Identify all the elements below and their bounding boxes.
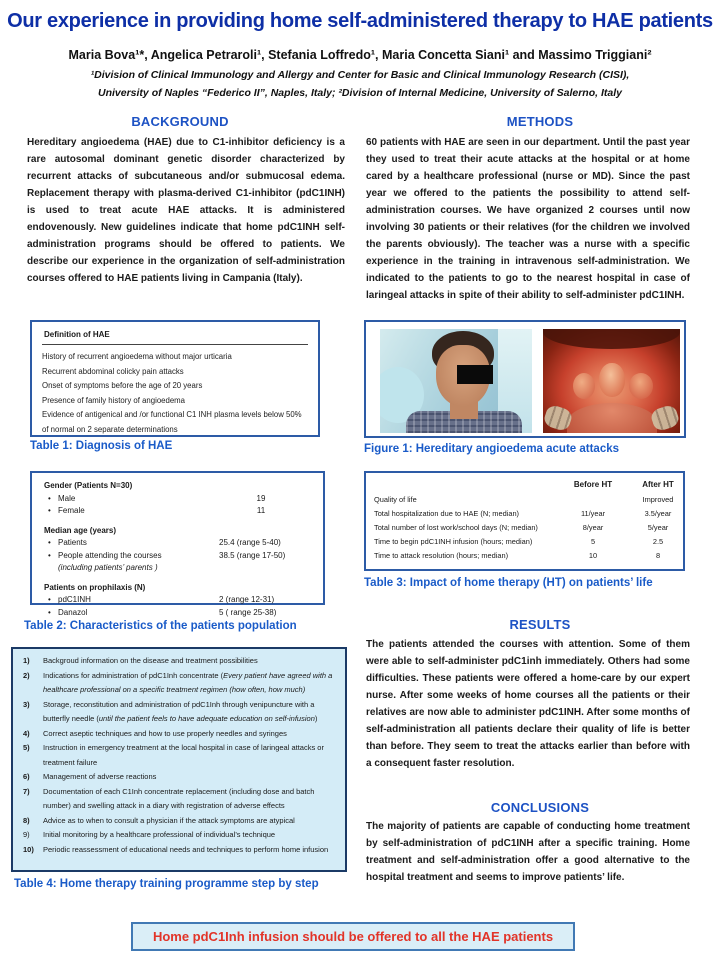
step-text (43, 741, 337, 770)
step-text (43, 770, 337, 785)
impact-label: Time to begin pdC1INH infusion (hours; median) (374, 537, 533, 546)
stat-label-note: (including patients’ parents ) (58, 563, 158, 572)
patient-stat-group (44, 525, 311, 575)
step-text-italic: until the patient feels to have adequate education on self-infusion (98, 714, 315, 723)
bullet-icon: • (48, 506, 51, 515)
bullet-icon: • (48, 538, 51, 547)
step-number: 10) (23, 844, 34, 854)
step-text (43, 828, 337, 843)
table1-caption: Table 1: Diagnosis of HAE (30, 440, 173, 452)
stat-label-text: Danazol (58, 607, 88, 617)
stat-row (44, 550, 311, 575)
authors-line: Maria Bova¹*, Angelica Petraroli¹, Stefania Loffredo¹, Maria Concetta Siani¹ and Massimo Triggiani² (68, 48, 652, 62)
step-number: 2) (23, 670, 30, 680)
stat-label-text: Patients (58, 538, 87, 547)
patient-facial-swelling-photo (380, 329, 532, 433)
stat-label (44, 607, 211, 620)
step-text-normal: Management of adverse reactions (43, 772, 157, 781)
table3-header-empty (374, 478, 562, 492)
bullet-icon: • (48, 550, 51, 560)
stat-value: 25.4 (range 5-40) (219, 538, 281, 547)
step-number: 4) (23, 728, 30, 738)
table3-header-row (374, 478, 677, 492)
step-text-normal: Indications for administration of pdC1Inh concentrate ( (43, 670, 224, 680)
swollen-tonsil-left (573, 373, 595, 399)
swollen-uvula (599, 363, 625, 397)
stat-label (44, 550, 211, 575)
training-step (17, 741, 337, 770)
table2-body (32, 473, 323, 619)
oral-cavity-photo (543, 329, 680, 433)
bullet-icon: • (48, 595, 51, 604)
step-text-normal: ) (314, 714, 318, 723)
results-text: The patients attended the courses with attention. Some of them were able to self-administer pdC1inh immediately. Others had some difficulties. These patients were offered a home-care by our expert nurse. After some weeks of home courses all the patients or their relatives are now able to administer pdC1INH. After some months of self-administration all patients declare their quality of life is better than before. They seem to treat the attacks earlier than before with a consequent faster resolution. (366, 639, 690, 769)
stat-label (44, 493, 211, 506)
training-step (17, 654, 337, 669)
impact-row (374, 521, 677, 535)
impact-value: 8 (655, 551, 661, 560)
impact-label: Quality of life (374, 495, 417, 504)
step-text-italic: Every patient have agreed with a healthcare professional on a specific treatment regimen (how often, how much) (43, 670, 333, 694)
step-number: 3) (23, 699, 30, 709)
stat-value: 5 ( range 25-38) (219, 607, 277, 617)
impact-value: 8/year (582, 523, 604, 532)
table3-header-after: After HT (642, 480, 674, 489)
stat-value: 38.5 (range 17-50) (219, 550, 286, 560)
figure1-caption: Figure 1: Hereditary angioedema acute attacks (364, 443, 620, 455)
definition-item: Evidence of antigenical and /or functional C1 INH plasma levels below 50% of normal on 2 separate determinations (42, 410, 302, 434)
impact-row (374, 507, 677, 521)
step-text (43, 727, 337, 742)
table3-body (374, 493, 677, 563)
impact-value: 10 (588, 551, 598, 560)
stat-row (44, 607, 311, 620)
stat-group-header: Gender (Patients N=30) (44, 481, 133, 490)
step-text (43, 785, 337, 814)
results-heading: RESULTS (509, 617, 571, 632)
background-heading: BACKGROUND (131, 114, 229, 129)
step-text (43, 698, 337, 727)
banner-text: Home pdC1Inh infusion should be offered to all the HAE patients (152, 929, 554, 944)
impact-label: Time to attack resolution (hours; median) (374, 551, 509, 560)
definition-item: History of recurrent angioedema without major urticaria (42, 352, 232, 361)
stat-label (44, 537, 211, 550)
methods-text: 60 patients with HAE are seen in our department. Until the past year they used to treat their acute attacks at the hospital or at home cared by a healthcare professional (nurse or MD). Since the past year we offered to the patients the possibility to attend self-administration courses. We have organized 2 courses until now involving 30 patients or their relatives (for the children we involved the parents obviously). The teacher was a nurse with a specific experience in the training in intravenous self-administration. We indicated to the patients to go to the nearest hospital in case of laringeal attacks in spite of their ability to self-administer pdC1INH. (366, 137, 690, 301)
stat-label-text: pdC1INH (58, 595, 91, 604)
table4-steps (13, 649, 345, 857)
step-text-normal: Documentation of each C1Inh concentrate replacement (including dose and batch number) and swelling attack in a diary with registration of adverse effects (43, 786, 315, 810)
training-step (17, 785, 337, 814)
take-home-message-banner (131, 922, 575, 951)
step-number: 6) (23, 772, 30, 781)
training-step (17, 814, 337, 829)
stat-group-header: Median age (years) (44, 525, 117, 535)
swollen-tonsil-right (629, 373, 653, 399)
table4-caption: Table 4: Home therapy training programme step by step (14, 878, 319, 890)
impact-row (374, 549, 677, 563)
stat-label-text: People attending the courses (58, 550, 162, 560)
stat-label-text: Female (58, 506, 85, 515)
stat-label (44, 594, 211, 607)
impact-value: 3.5/year (644, 509, 672, 518)
training-step (17, 669, 337, 698)
impact-row (374, 535, 677, 549)
table3-caption: Table 3: Impact of home therapy (HT) on patients’ life (364, 577, 653, 589)
impact-label: Total hospitalization due to HAE (N; median) (374, 509, 520, 518)
impact-value (562, 493, 624, 507)
training-step (17, 727, 337, 742)
table2-caption: Table 2: Characteristics of the patients population (24, 620, 297, 632)
step-text-normal: Initial monitoring by a healthcare professional of individual’s technique (43, 830, 276, 839)
throat-shadow (543, 329, 680, 349)
table2-characteristics-box (30, 471, 325, 617)
figure1-box (364, 320, 686, 438)
impact-value: 5 (590, 537, 596, 546)
step-text-normal: Advice as to when to consult a physician if the attack symptoms are atypical (43, 815, 295, 825)
background-text: Hereditary angioedema (HAE) due to C1-inhibitor deficiency is a rare autosomal dominant genetic disorder characterized by recurrent attacks of subcutaneous and/or submucosal edema. Replacement therapy with plasma-derived C1-inhibitor (pdC1INH) is used to treat acute HAE attacks. It is administered endovenously. New guidelines indicate that home pdC1INH self-administration programs should be offered to patients. We describe our experience in the organization of self-administration courses offered to HAE patients living in Campania (Italy). (27, 137, 345, 284)
step-number: 7) (23, 786, 30, 796)
stat-value: 11 (256, 506, 266, 515)
stat-label (44, 505, 211, 518)
definition-list (42, 350, 308, 438)
affiliation-line-2: University of Naples “Federico II”, Naples, Italy; ²Division of Internal Medicine, University of Salerno, Italy (98, 87, 622, 99)
step-number: 9) (23, 830, 30, 839)
tongue (567, 403, 657, 433)
impact-value: 5/year (647, 523, 669, 532)
step-text (43, 654, 337, 669)
stat-group-header: Patients on prophilaxis (N) (44, 582, 146, 592)
stat-value: 19 (256, 493, 266, 503)
stat-row (44, 537, 311, 550)
training-step (17, 698, 337, 727)
step-number: 8) (23, 815, 30, 825)
patient-stat-group (44, 582, 311, 620)
step-text (43, 669, 337, 698)
conclusions-heading: CONCLUSIONS (490, 800, 590, 815)
impact-row (374, 493, 677, 507)
training-step (17, 770, 337, 785)
training-step (17, 843, 337, 858)
table4-training-box (11, 647, 347, 872)
stat-row (44, 493, 311, 506)
impact-label: Total number of lost work/school days (N; median) (374, 523, 538, 532)
methods-heading: METHODS (506, 114, 574, 129)
definition-item: Onset of symptoms before the age of 20 years (42, 381, 203, 391)
stat-row (44, 594, 311, 607)
patient-stat-group (44, 480, 311, 518)
impact-value: 2.5 (652, 537, 664, 546)
definition-item: Recurrent abdominal colicky pain attacks (42, 366, 184, 376)
affiliation-line-1: ¹Division of Clinical Immunology and Allergy and Center for Basic and Clinical Immunology Research (CISI), (90, 69, 630, 81)
step-text-normal: Instruction in emergency treatment at the local hospital in case of laringeal attacks or treatment failure (43, 743, 324, 767)
definition-item: Presence of family history of angioedema (42, 395, 186, 405)
step-text (43, 843, 337, 858)
poster-title: Our experience in providing home self-administered therapy to HAE patients (7, 10, 713, 32)
conclusions-text: The majority of patients are capable of conducting home treatment by self-administration of pdC1INH after a specific training. Home treatment and self-administration offer a good alternative to the hospital treatment and seems to improve patients’ life. (366, 821, 690, 883)
stat-value: 2 (range 12-31) (219, 595, 275, 604)
step-text-normal: Correct aseptic techniques and how to use properly needles and syringes (43, 728, 287, 738)
step-number: 1) (23, 656, 30, 665)
bullet-icon: • (48, 493, 51, 503)
stat-row (44, 505, 311, 518)
impact-value: Improved (642, 495, 674, 504)
table3-impact-box (364, 471, 685, 571)
step-text-normal: Backgroud information on the disease and treatment possibilities (43, 656, 258, 665)
table1-header: Definition of HAE (42, 328, 308, 345)
training-step (17, 828, 337, 843)
table3-header-before: Before HT (573, 480, 613, 489)
stat-label-text: Male (58, 493, 76, 503)
bullet-icon: • (48, 607, 51, 617)
step-text-normal: Periodic reassessment of educational needs and techniques to perform home infusion (43, 844, 329, 854)
eye-censor-bar (457, 365, 493, 384)
step-text-normal: Storage, reconstitution and administration of pdC1Inh through venipuncture with a butterfly needle ( (43, 699, 315, 723)
impact-value: 11/year (580, 509, 606, 518)
step-number: 5) (23, 743, 30, 752)
table1-definition-box (30, 320, 320, 437)
step-text (43, 814, 337, 829)
